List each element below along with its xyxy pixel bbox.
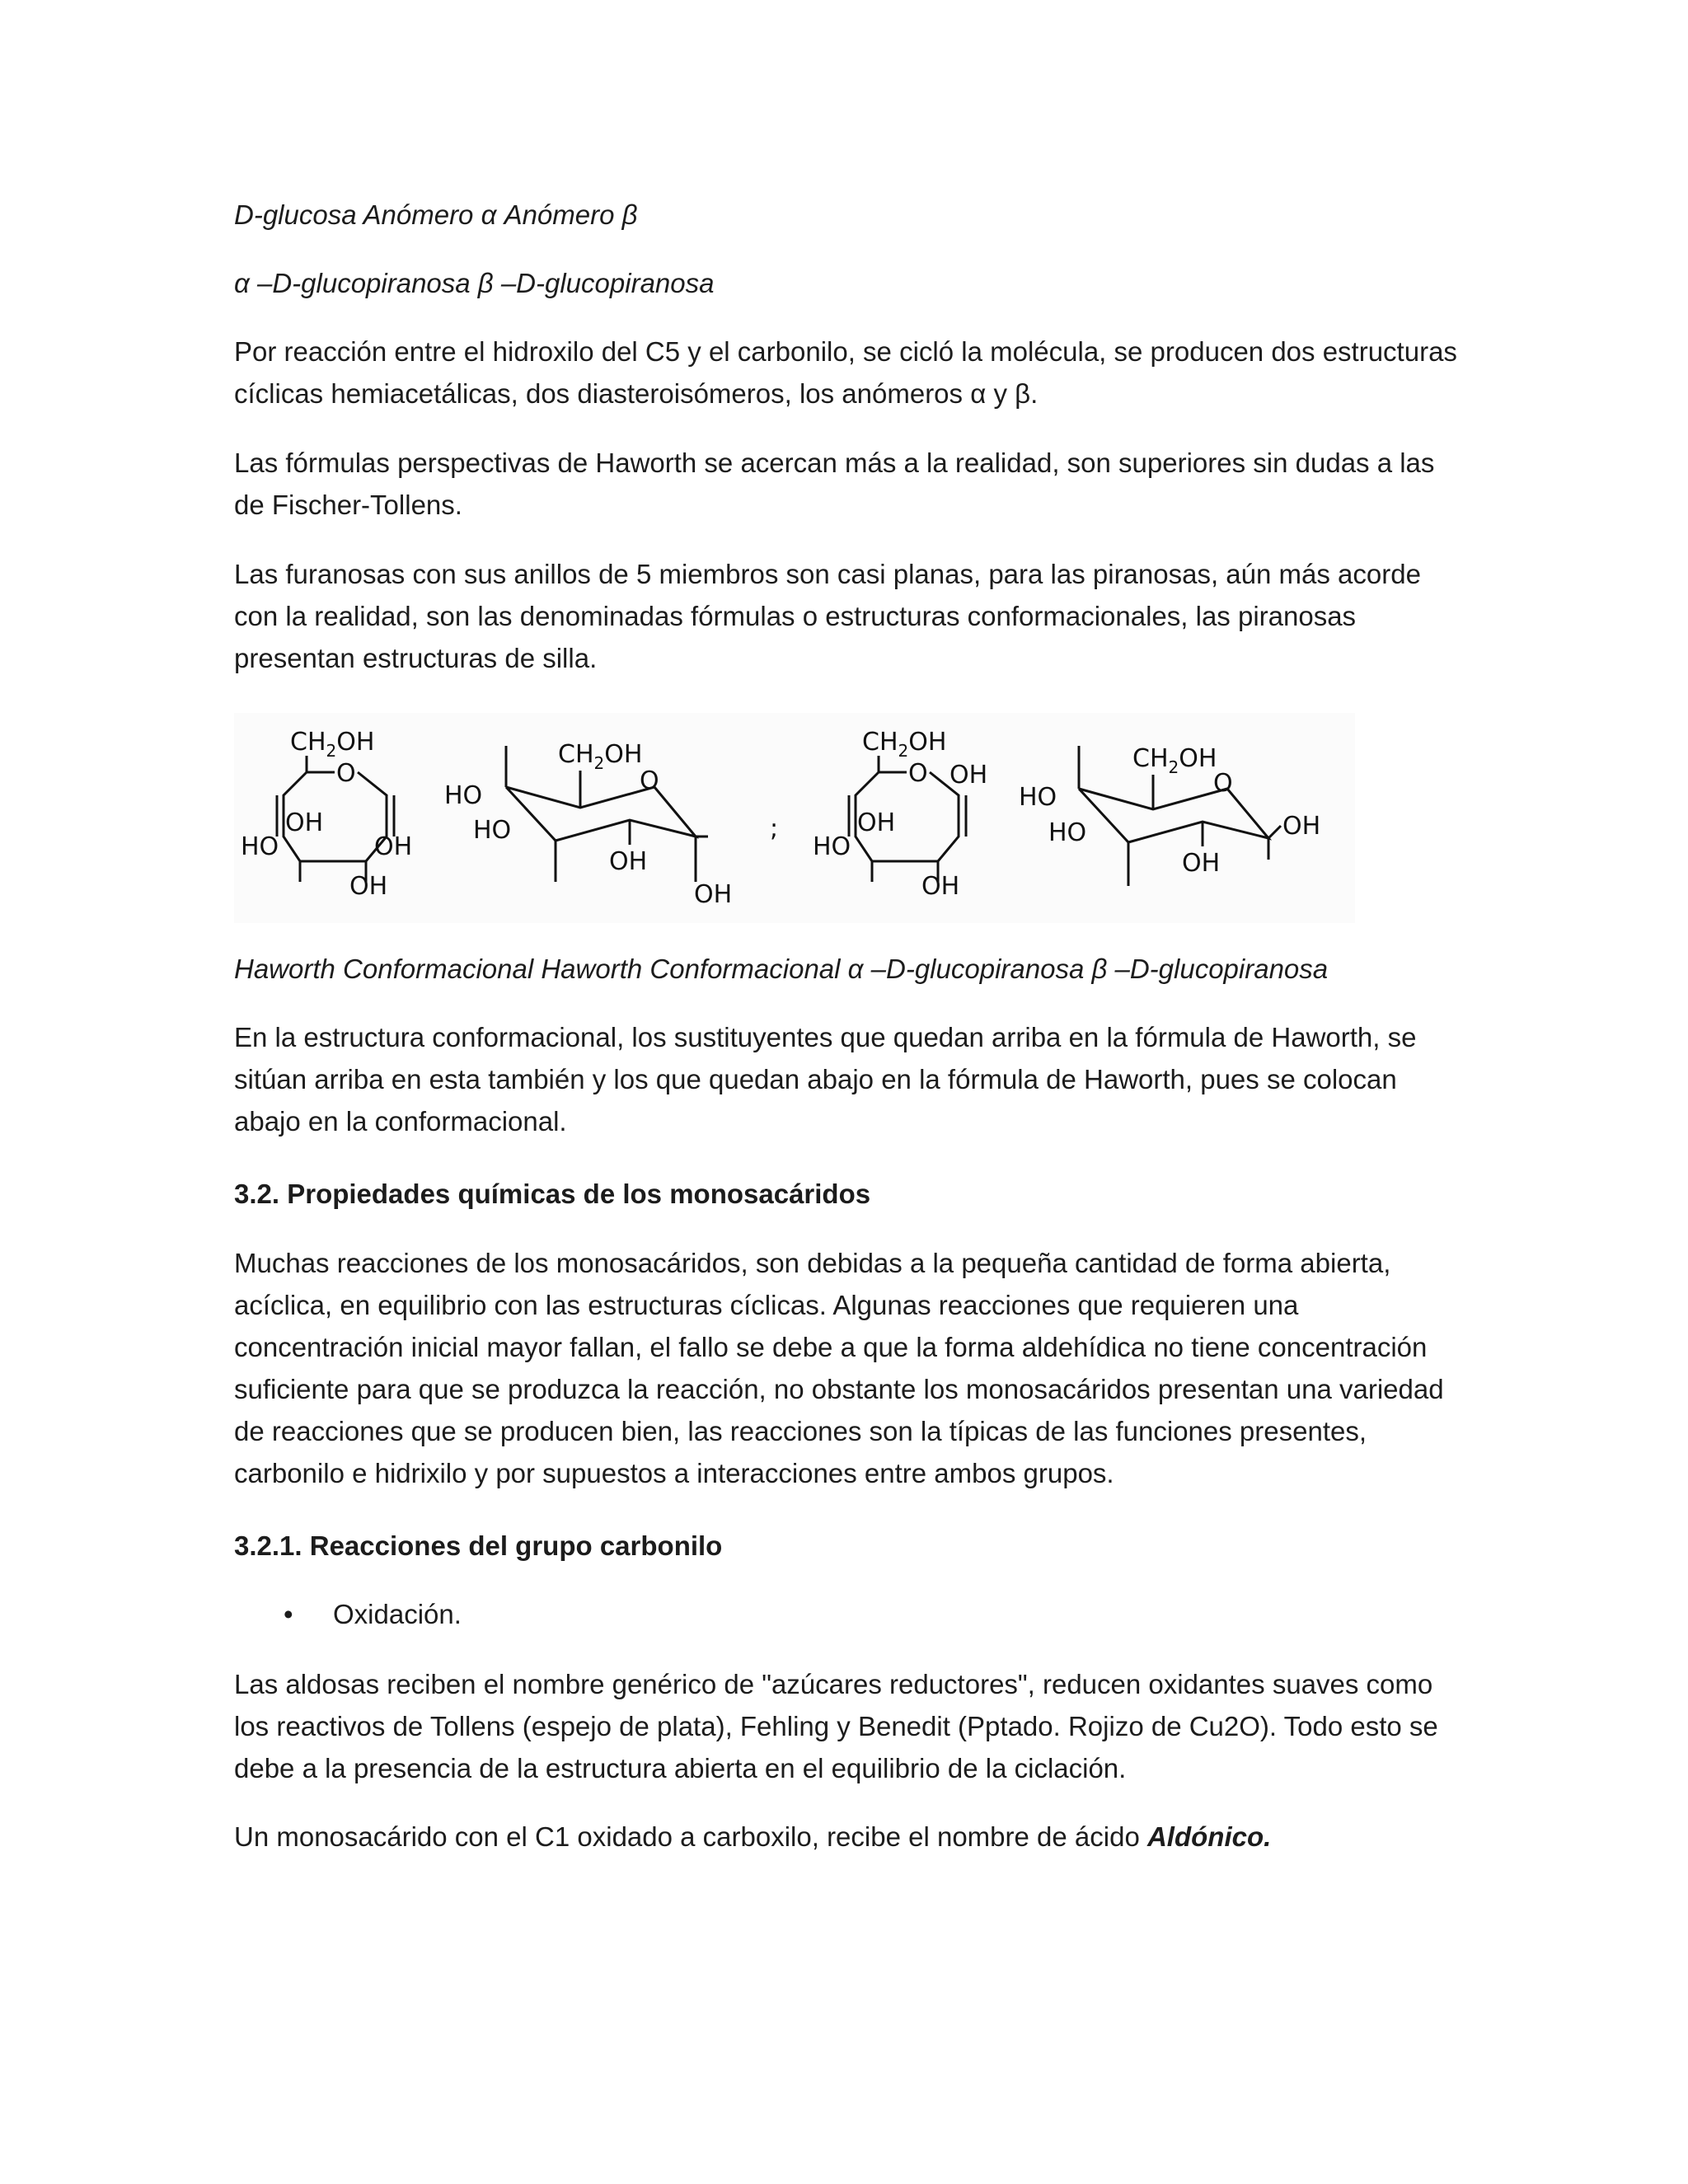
svg-text:OH: OH [609,847,648,876]
svg-text:OH: OH [285,808,324,837]
bullet-icon: • [284,1599,293,1629]
svg-text:CH2OH: $CH_2OH$ [862,728,947,761]
svg-text:OH: OH [1182,849,1221,878]
svg-text:CH2OH: $CH_2OH$ [558,740,643,773]
glucopyranose-structures-figure [234,713,1355,923]
figure-caption: Haworth Conformacional Haworth Conformacional α –D-glucopiranosa β –D-glucopiranosa [234,954,1329,984]
haworth-beta-structure [813,728,987,901]
svg-text:O: O [640,766,659,795]
svg-text:OH: OH [694,880,733,909]
svg-text:HO: HO [473,816,512,845]
paragraph-conformacional: En la estructura conformacional, los sustituyentes que quedan arriba en la fórmula de Haworth, se sitúan arriba en esta también y los que quedan abajo en la fórmula de Haworth, pues se colocan abajo en la conformacional. [234,1022,1417,1137]
heading-grupo-carbonilo: 3.2.1. Reacciones del grupo carbonilo [234,1530,723,1561]
svg-text:OH: OH [857,808,896,837]
paragraph-aldonico [234,1816,1470,1858]
svg-text:OH: OH [950,761,988,790]
haworth-alpha-structure [241,728,412,901]
line-glucopiranosas: α –D-glucopiranosa β –D-glucopiranosa [234,268,715,298]
svg-text:OH: OH [1282,812,1321,841]
svg-text:CH2OH: $CH_2OH$ [1132,744,1217,777]
svg-text:HO: HO [1048,818,1087,847]
aldonico-term: Aldónico. [1146,1821,1272,1852]
heading-propiedades-quimicas: 3.2. Propiedades químicas de los monosacáridos [234,1179,871,1209]
chair-beta-structure [1019,744,1320,886]
paragraph-haworth: Las fórmulas perspectivas de Haworth se acercan más a la realidad, son superiores sin dudas a las de Fischer-Tollens. [234,448,1435,520]
bullet-text: Oxidación. [333,1599,462,1629]
paragraph-ciclacion: Por reacción entre el hidroxilo del C5 y el carbonilo, se cicló la molécula, se producen dos estructuras cíclicas hemiacetálicas, dos diasteroisómeros, los anómeros α y β. [234,336,1457,409]
svg-text:O: O [1213,769,1233,798]
chair-alpha-structure [444,740,732,909]
svg-text:OH: OH [349,872,388,901]
svg-text:CH2OH: $CH_2OH$ [290,728,375,761]
svg-text:HO: HO [444,781,483,810]
svg-text:HO: HO [813,832,851,861]
line-d-glucosa-anomeros: D-glucosa Anómero α Anómero β [234,199,638,230]
svg-text:OH: OH [374,832,413,861]
svg-text:HO: HO [241,832,279,861]
bullet-item-oxidacion [234,1593,1470,1635]
svg-text:O: O [908,759,928,788]
separator-semicolon: ; [770,814,779,843]
paragraph-reacciones: Muchas reacciones de los monosacáridos, son debidas a la pequeña cantidad de forma abierta, acíclica, en equilibrio con las estructuras cíclicas. Algunas reacciones que requieren una concentración inicial mayor fallan, el fallo se debe a que la forma aldehídica no tiene concentración suficiente para que se produzca la reacción, no obstante los monosacáridos presentan una variedad de reacciones que se producen bien, las reacciones son la típicas de las funciones presentes, carbonilo e hidrixilo y por supuestos a interacciones entre ambos grupos. [234,1248,1444,1488]
svg-text:HO: HO [1019,783,1057,812]
aldonico-prefix: Un monosacárido con el C1 oxidado a carboxilo, recibe el nombre de ácido [234,1821,1147,1852]
svg-text:O: O [336,759,356,788]
svg-text:OH: OH [921,872,960,901]
paragraph-aldosas: Las aldosas reciben el nombre genérico de "azúcares reductores", reducen oxidantes suaves como los reactivos de Tollens (espejo de plata), Fehling y Benedit (Pptado. Rojizo de Cu2O). Todo esto se debe a la presencia de la estructura abierta en el equilibrio de la ciclación. [234,1669,1438,1783]
structures-svg [234,713,1355,923]
paragraph-furanosas: Las furanosas con sus anillos de 5 miembros son casi planas, para las piranosas, aún más acorde con la realidad, son las denominadas fórmulas o estructuras conformacionales, las piranosas presentan estructuras de silla. [234,559,1421,673]
